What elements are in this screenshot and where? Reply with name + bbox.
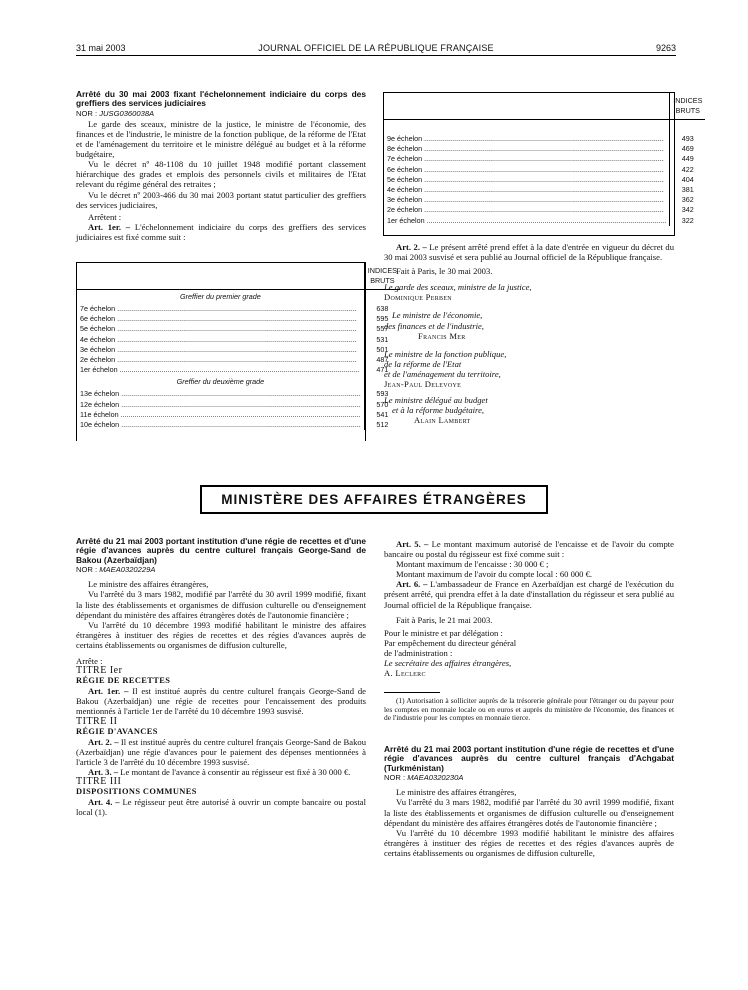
table-row xyxy=(384,175,705,185)
indice-value: 449 xyxy=(681,154,694,164)
arrete1-fait: Fait à Paris, le 30 mai 2003. xyxy=(396,266,493,277)
footnote-rule xyxy=(384,692,440,693)
table-row xyxy=(384,144,705,154)
indice-value: 501 xyxy=(376,344,389,354)
table-row xyxy=(384,205,705,215)
table-header: INDICES BRUTS xyxy=(364,263,400,290)
arrete2-art2: Art. 2. – Il est institué auprès du centre culturel français George-Sand de Bakou (Azerbaïdjan) une régie d'avances pour le paiement des dépenses mentionnées à l'article 3 de l'arrêté du 10 décembre 1993 susvisé. xyxy=(76,736,366,767)
sig1-name: Dominique Perben xyxy=(384,292,452,303)
sig4-name: Alain Lambert xyxy=(414,415,471,426)
echelon-label: 4e échelon ........................................................................................................................ xyxy=(77,335,364,345)
table-row xyxy=(77,345,400,355)
table-row xyxy=(77,420,400,430)
table-header-cont: INDICES BRUTS xyxy=(670,93,706,120)
echelon-label: 6e échelon ........................................................................................................................ xyxy=(77,314,364,324)
table-row xyxy=(384,134,705,144)
arrete2-nor: NOR : MAEA0320229A xyxy=(76,565,156,575)
sig4-title-a: Le ministre délégué au budget xyxy=(384,395,488,406)
indice-value: 593 xyxy=(376,389,389,399)
arrete3-title: Arrêté du 21 mai 2003 portant institution d'une régie de recettes et d'une régie d'avances auprès du centre culturel français d'Achgabat (Turkménistan) xyxy=(384,744,674,773)
arrete1-p2: Vu le décret nº 48-1108 du 10 juillet 1948 modifié portant classement hiérarchique des grades et emplois des personnels civils et militaires de l'Etat relevant du régime général des retraites ; xyxy=(76,159,366,190)
arrete1-title: Arrêté du 30 mai 2003 fixant l'échelonnement indiciaire du corps des greffiers des services judiciaires xyxy=(76,89,366,109)
arrete2-max1: Montant maximum de l'encaisse : 30 000 € ; xyxy=(396,559,549,570)
arrete3-p1: Le ministre des affaires étrangères, xyxy=(396,787,517,798)
arrete3-nor: NOR : MAEA0320230A xyxy=(384,773,464,783)
table-row xyxy=(384,154,705,164)
echelon-label: 5e échelon ........................................................................................................................ xyxy=(384,175,670,185)
arrete1-signatures xyxy=(384,282,674,425)
header-rule xyxy=(76,55,676,56)
indice-value: 493 xyxy=(681,134,694,143)
sig2-name: Francis Mer xyxy=(418,330,466,341)
arrete2-art4: Art. 4. – Le régisseur peut être autorisé à ouvrir un compte bancaire ou postal local (1). xyxy=(76,797,367,818)
table-row xyxy=(77,314,400,324)
sig2-title-a: Le ministre de l'économie, xyxy=(392,310,483,321)
sig3-title-c: et de l'aménagement du territoire, xyxy=(384,368,501,379)
arrete2-sig-b: Par empêchement du directeur général xyxy=(384,637,517,648)
indice-value: 557 xyxy=(376,324,389,334)
sig1-title: Le garde des sceaux, ministre de la justice, xyxy=(384,282,532,293)
arrete2-sig-d: Le secrétaire des affaires étrangères, xyxy=(384,658,512,669)
indice-value: 362 xyxy=(681,195,694,205)
arrete2-art5: Art. 5. – Le montant maximum autorisé de l'encaisse et de l'avoir du compte bancaire ou postal du régisseur est fixé comme suit : xyxy=(384,539,674,560)
table-row xyxy=(384,185,705,195)
echelon-label: 3e échelon ........................................................................................................................ xyxy=(384,195,670,205)
arrete2-art3: Art. 3. – Le montant de l'avance à consentir au régisseur est fixé à 30 000 €. xyxy=(88,767,351,777)
indice-value: 570 xyxy=(376,399,389,409)
sig2-title-b: des finances et de l'industrie, xyxy=(384,320,484,331)
indices-table xyxy=(77,263,400,430)
titre2-sub: RÉGIE D'AVANCES xyxy=(76,726,158,736)
echelon-label: 13e échelon ........................................................................................................................ xyxy=(77,389,364,399)
arrete2-right xyxy=(384,539,674,858)
table-row xyxy=(77,365,400,375)
arrete3-p3: Vu l'arrêté du 10 décembre 1993 modifié habilitant le ministre des affaires étrangères à instituer des régies de recettes et des régies d'avances auprès de certains établissements ou organismes de diffusion culturelle, xyxy=(384,827,674,858)
sig3-name: Jean-Paul Delevoye xyxy=(384,379,462,390)
arrete2-signature xyxy=(384,628,674,678)
titre1: TITRE Ier xyxy=(76,665,123,677)
table-row xyxy=(77,389,400,399)
titre1-sub: RÉGIE DE RECETTES xyxy=(76,676,171,686)
indice-value: 595 xyxy=(376,314,389,324)
arrete2-p2: Vu l'arrêté du 3 mars 1982, modifié par l'arrêté du 30 avril 1999 modifié, fixant la liste des établissements et organismes de diffusion culturelle ou d'enseignement dépendant du ministère des affaires étrangères dotés de l'autonomie financière ; xyxy=(76,589,366,620)
indice-value: 404 xyxy=(681,174,694,184)
arrete1-art1: Art. 1er. – L'échelonnement indiciaire du corps des greffiers des services judiciaires est fixé comme suit : xyxy=(76,221,366,242)
arrete2-footnote: (1) Autorisation à solliciter auprès de la trésorerie générale pour l'étranger ou du payeur pour les comptes en monnaie locale ou en euros et auprès du ministère de l'économie, des finances et de l'industrie pour les comptes en monnaie tierce. xyxy=(384,696,674,723)
indice-value: 531 xyxy=(376,334,389,344)
indice-value: 381 xyxy=(681,185,694,195)
indice-value: 471 xyxy=(376,365,389,375)
arrete1-arretent: Arrêtent : xyxy=(88,211,122,222)
echelon-label: 7e échelon ........................................................................................................................ xyxy=(384,154,670,164)
indice-value: 512 xyxy=(376,420,389,430)
arrete1-right xyxy=(384,242,674,425)
table-row xyxy=(384,195,705,205)
indice-value: 469 xyxy=(681,144,694,154)
arrete2-sig-a: Pour le ministre et par délégation : xyxy=(384,627,503,638)
sig3-title-a: Le ministre de la fonction publique, xyxy=(384,348,507,359)
arrete1-p3: Vu le décret nº 2003-466 du 30 mai 2003 portant statut particulier des greffiers des services judiciaires, xyxy=(76,189,366,210)
journal-title: JOURNAL OFFICIEL DE LA RÉPUBLIQUE FRANÇAISE xyxy=(258,43,494,53)
table-row xyxy=(384,216,705,226)
echelon-label: 1er échelon ........................................................................................................................ xyxy=(384,216,670,226)
indice-value: 322 xyxy=(681,215,694,225)
ministry-banner: MINISTÈRE DES AFFAIRES ÉTRANGÈRES xyxy=(200,485,548,514)
arrete2-left xyxy=(76,537,366,817)
echelon-label: 5e échelon ........................................................................................................................ xyxy=(77,324,364,334)
indices-table-right xyxy=(383,92,703,236)
table-row xyxy=(77,410,400,420)
indice-value: 487 xyxy=(376,355,389,365)
indices-table-cont xyxy=(384,93,705,226)
indice-value: 342 xyxy=(681,205,694,215)
table-row xyxy=(77,355,400,365)
table-row xyxy=(77,335,400,345)
arrete2-art6: Art. 6. – L'ambassadeur de France en Azerbaïdjan est chargé de l'exécution du présent arrêté, qui prendra effet à la date d'installation du régisseur et sera publié au Journal officiel de la République française. xyxy=(384,579,674,610)
sig3-title-b: de la réforme de l'Etat xyxy=(384,358,462,369)
echelon-label: 4e échelon ........................................................................................................................ xyxy=(384,185,670,195)
arrete2-sig-c: de l'administration : xyxy=(384,647,453,658)
indice-value: 422 xyxy=(681,164,694,174)
indice-value: 541 xyxy=(376,409,389,419)
indices-table-left xyxy=(76,262,397,441)
arrete1-art2: Art. 2. – Le présent arrêté prend effet à la date d'entrée en vigueur du décret du 30 mai 2003 susvisé et sera publié au Journal officiel de la République française. xyxy=(384,242,674,263)
arrete1-nor: NOR : JUSG0360038A xyxy=(76,108,155,118)
group1-title: Greffier du premier grade xyxy=(77,290,364,305)
echelon-label: 12e échelon ........................................................................................................................ xyxy=(77,400,364,410)
arrete2-p3: Vu l'arrêté du 10 décembre 1993 modifié habilitant le ministre des affaires étrangères à instituer des régies de recettes et des régies d'avances auprès de certains établissements ou organismes de diffusion culturelle, xyxy=(76,619,366,650)
titre3: TITRE III xyxy=(76,776,122,788)
header-date: 31 mai 2003 xyxy=(76,43,126,53)
table-row xyxy=(384,165,705,175)
echelon-label: 10e échelon ........................................................................................................................ xyxy=(77,420,364,430)
arrete2-sig-name: A. Leclerc xyxy=(384,668,426,679)
echelon-label: 8e échelon ........................................................................................................................ xyxy=(384,144,670,154)
arrete1-left xyxy=(76,90,366,242)
echelon-label: 1er échelon ........................................................................................................................ xyxy=(77,365,364,375)
echelon-label: 9e échelon ........................................................................................................................ xyxy=(384,134,670,144)
echelon-label: 6e échelon ........................................................................................................................ xyxy=(384,165,670,175)
group2-title: Greffier du deuxième grade xyxy=(77,375,364,389)
titre2: TITRE II xyxy=(76,715,118,727)
arrete2-fait: Fait à Paris, le 21 mai 2003. xyxy=(396,614,493,625)
titre3-sub: DISPOSITIONS COMMUNES xyxy=(76,787,197,797)
indice-value: 638 xyxy=(376,304,389,313)
table-row xyxy=(77,400,400,410)
echelon-label: 3e échelon ........................................................................................................................ xyxy=(77,345,364,355)
table-row xyxy=(77,304,400,314)
sig4-title-b: et à la réforme budgétaire, xyxy=(392,405,485,416)
page-number: 9263 xyxy=(655,43,676,53)
arrete2-max2: Montant maximum de l'avoir du compte local : 60 000 €. xyxy=(396,569,593,580)
echelon-label: 2e échelon ........................................................................................................................ xyxy=(77,355,364,365)
echelon-label: 7e échelon ........................................................................................................................ xyxy=(77,304,364,314)
arrete2-art1: Art. 1er. – Il est institué auprès du centre culturel français George-Sand de Bakou (Azerbaïdjan) une régie de recettes pour l'encaissement des produits mentionnés à l'article 1er de l'arrêté du 10 décembre 1993 susvisé. xyxy=(76,686,367,717)
echelon-label: 2e échelon ........................................................................................................................ xyxy=(384,205,670,215)
arrete3-p2: Vu l'arrêté du 3 mars 1982, modifié par l'arrêté du 30 avril 1999 modifié, fixant la liste des établissements et organismes de diffusion culturelle ou d'enseignement dépendant du ministère des affaires étrangères dotés de l'autonomie financière ; xyxy=(384,797,674,828)
arrete3 xyxy=(384,745,674,858)
arrete2-arrete: Arrête : xyxy=(76,655,103,666)
arrete2-p1: Le ministre des affaires étrangères, xyxy=(88,579,209,590)
arrete1-p1: Le garde des sceaux, ministre de la justice, le ministre de l'économie, des finances et de l'industrie, le ministre de la fonction publique, de la réforme de l'Etat et de l'aménagement du territoire et le ministre délégué au budget et à la réforme budgétaire, xyxy=(76,118,366,160)
table-row xyxy=(77,324,400,334)
echelon-label: 11e échelon ........................................................................................................................ xyxy=(77,410,364,420)
arrete2-title: Arrêté du 21 mai 2003 portant institution d'une régie de recettes et d'une régie d'avances auprès du centre culturel français George-Sand de Bakou (Azerbaïdjan) xyxy=(76,536,366,565)
